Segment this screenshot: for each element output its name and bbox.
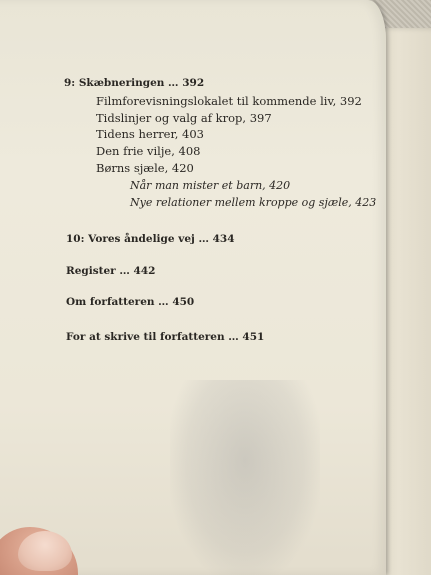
thumbnail bbox=[18, 531, 72, 571]
register-heading: Register … 442 bbox=[66, 265, 156, 277]
chapter-10-heading: 10: Vores åndelige vej … 434 bbox=[66, 233, 235, 245]
toc-entry: Den frie vilje, 408 bbox=[96, 144, 201, 158]
toc-entry: Tidslinjer og valg af krop, 397 bbox=[96, 111, 272, 125]
toc-entry: Filmforevisningslokalet til kommende liv, 392 bbox=[96, 94, 362, 108]
toc-subentry: Nye relationer mellem kroppe og sjæle, 423 bbox=[130, 196, 377, 209]
toc-entry: Børns sjæle, 420 bbox=[96, 161, 194, 175]
chapter-9-heading: 9: Skæbneringen … 392 bbox=[64, 77, 205, 89]
toc-entry: Tidens herrer, 403 bbox=[96, 127, 204, 141]
about-author-heading: Om forfatteren … 450 bbox=[66, 296, 195, 308]
write-to-author-heading: For at skrive til forfatteren … 451 bbox=[66, 331, 265, 343]
toc-subentry: Når man mister et barn, 420 bbox=[130, 179, 291, 192]
